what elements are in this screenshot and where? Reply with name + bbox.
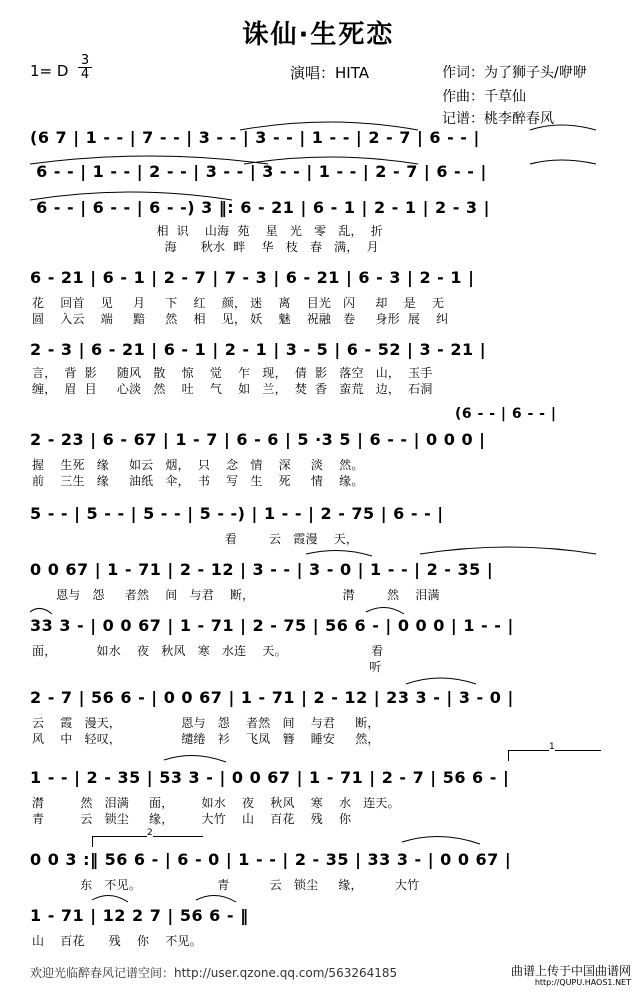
notation-line-11: 1 - - | 2 - 35 | 53 3 - | 0 0 67 | 1 - 71 | 2 - 7 | 56 6 - | [30, 768, 510, 787]
lyricist-credit: 作词：为了狮子头/咿咿 [442, 65, 587, 81]
lyric-line-11b: 青 云 锁尘 缘， 大竹 山 百花 残 你 [32, 812, 352, 826]
notation-line-5: 2 - 3 | 6 - 21 | 6 - 1 | 2 - 1 | 3 - 5 | 6 - 52 | 3 - 21 | [30, 340, 487, 359]
slur-arc [196, 895, 236, 902]
slur-arc [30, 192, 232, 200]
notation-line-1: (6 7 | 1 - - | 7 - - | 3 - - | 3 - - | 1 - - | 2 - 7 | 6 - - | [30, 128, 480, 147]
volta-label-1: 1 [549, 742, 555, 752]
notation-line-13: 1 - 71 | 12 2 7 | 56 6 - ‖ [30, 906, 249, 925]
lyric-line-13a: 山 百花 残 你 不见。 [32, 934, 202, 948]
footer-site-notice: 欢迎光临醉春风记谱空间：http://user.qzone.qq.com/563264185 [30, 966, 398, 980]
lyric-line-5a: 言， 背 影 随风 散 惊 觉 乍 现， 倩 影 落空 山， 玉手 [32, 366, 433, 380]
slur-arc [30, 608, 52, 614]
notation-line-4: 6 - 21 | 6 - 1 | 2 - 7 | 7 - 3 | 6 - 21 | 6 - 3 | 2 - 1 | [30, 268, 475, 287]
slur-arc [30, 156, 268, 164]
lyric-line-4a: 花 回首 见 月 下 红 颜， 迷 离 目光 闪 却 是 无 [32, 296, 445, 310]
lyric-line-5b: 缠， 眉 目 心淡 然 吐 气 如 兰， 焚 香 蛮荒 边， 石洞 [32, 382, 433, 396]
lyric-line-7a: 看 云 霞漫 天， [32, 532, 359, 546]
slur-arc [530, 160, 596, 164]
volta-label-2: 2 [147, 828, 153, 838]
footer-upload-notice: 曲谱上传于中国曲谱网 [510, 964, 631, 978]
lyric-line-10b: 风 中 轻叹， 缱绻 衫 飞凤 簪 睡安 然， [32, 732, 380, 746]
slur-arc [92, 895, 128, 902]
notation-line-6: 2 - 23 | 6 - 67 | 1 - 7 | 6 - 6 | 5 ·3 5 | 6 - - | 0 0 0 | [30, 430, 486, 449]
lyric-line-11a: 潸 然 泪满 面， 如水 夜 秋风 寒 水 连天。 [32, 796, 400, 810]
notation-line-10: 2 - 7 | 56 6 - | 0 0 67 | 1 - 71 | 2 - 12 | 23 3 - | 3 - 0 | [30, 688, 514, 707]
song-title: 诛仙·生死恋 [242, 20, 395, 50]
slur-arc [402, 836, 480, 844]
time-signature-denominator: 4 [78, 67, 92, 81]
lyric-line-6a: 握 生死 缘 如云 烟， 只 念 情 深 淡 然。 [32, 458, 364, 472]
slur-arc [366, 607, 404, 614]
slur-arc [240, 122, 418, 130]
composer-credit: 作曲：千草仙 [442, 89, 526, 105]
notation-line-2: 6 - - | 1 - - | 2 - - | 3 - - | 3 - - | 1 - - | 2 - 7 | 6 - - | [30, 162, 487, 181]
slur-arc [530, 125, 596, 130]
transcriber-credit: 记谱：桃李醉春风 [442, 111, 554, 127]
slur-arc [406, 678, 476, 684]
notation-line-12: 0 0 3 :‖ 56 6 - | 6 - 0 | 1 - - | 2 - 35 | 33 3 - | 0 0 67 | [30, 850, 512, 869]
key-label: 1= D [30, 62, 69, 80]
notation-line-8: 0 0 67 | 1 - 71 | 2 - 12 | 3 - - | 3 - 0 | 1 - - | 2 - 35 | [30, 560, 494, 579]
lyric-line-9b: 听 [32, 660, 382, 674]
lyric-line-9a: 面， 如水 夜 秋风 寒 水连 天。 看 [32, 644, 384, 658]
lyric-line-8a: 恩与 怨 者然 间 与君 断， 潸 然 泪满 [32, 588, 440, 602]
notation-line-7: 5 - - | 5 - - | 5 - - | 5 - -) | 1 - - | 2 - 75 | 6 - - | [30, 504, 444, 523]
notation-line-9: 33 3 - | 0 0 67 | 1 - 71 | 2 - 75 | 56 6 - | 0 0 0 | 1 - - | [30, 616, 514, 635]
lyric-line-4b: 圆 入云 端 黯 然 相 见， 妖 魅 祝融 卷 身形 展 纠 [32, 312, 449, 326]
footer-upload-url: http://QUPU.HAOS1.NET [534, 978, 631, 987]
slur-arc [306, 550, 372, 556]
lyric-line-3a: 相 识 山海 苑 星 光 零 乱， 折 [32, 224, 383, 238]
time-signature-numerator: 3 [80, 53, 90, 68]
slur-arc [420, 547, 596, 554]
slur-arc [164, 755, 226, 762]
lyric-line-10a: 云 霞 漫天， 恩与 怨 者然 间 与君 断， [32, 716, 380, 730]
slur-arc [244, 157, 418, 164]
lyric-line-12a: 东 不见。 青 云 锁尘 缘， 大竹 [32, 878, 420, 892]
pre-notation-line-6: (6 - - | 6 - - | [455, 406, 557, 422]
notation-line-3: 6 - - | 6 - - | 6 - -) 3 ‖: 6 - 21 | 6 - 1 | 2 - 1 | 2 - 3 | [30, 198, 490, 217]
singer-credit: 演唱：HITA [290, 64, 369, 82]
lyric-line-6b: 前 三生 缘 油纸 伞， 书 写 生 死 情 缘。 [32, 474, 364, 488]
lyric-line-3b: 海 秋水 畔 华 枝 春 满， 月 [32, 240, 379, 254]
